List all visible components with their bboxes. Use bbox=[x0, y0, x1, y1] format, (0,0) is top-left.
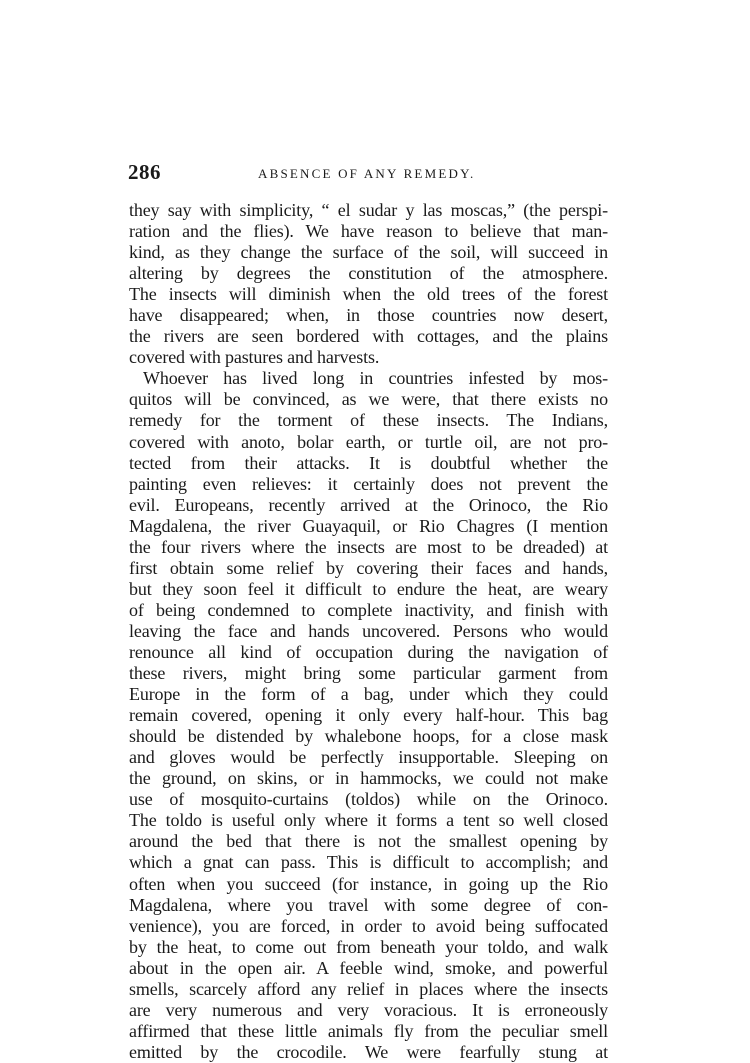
paragraph-1 bbox=[129, 200, 608, 368]
text-line: tected from their attacks. It is doubtful whether the bbox=[129, 452, 608, 473]
text-line: quitos will be convinced, as we were, that there exists no bbox=[129, 389, 608, 410]
text-line: affirmed that these little animals fly from the peculiar smell bbox=[129, 1020, 608, 1041]
text-line: emitted by the crocodile. We were fearfully stung at bbox=[129, 1041, 608, 1062]
text-line: Magdalena, where you travel with some degree of con- bbox=[129, 894, 608, 915]
text-line: are very numerous and very voracious. It is erroneously bbox=[129, 999, 608, 1020]
text-line: Whoever has lived long in countries infested by mos- bbox=[143, 368, 608, 389]
text-line: kind, as they change the surface of the soil, will succeed in bbox=[129, 242, 608, 263]
text-line: should be distended by whalebone hoops, for a close mask bbox=[129, 726, 608, 747]
text-line: they say with simplicity, “ el sudar y las moscas,” (the perspi- bbox=[129, 200, 608, 220]
text-line: The insects will diminish when the old trees of the forest bbox=[129, 284, 608, 305]
text-line: often when you succeed (for instance, in going up the Rio bbox=[129, 873, 608, 894]
text-line: venience), you are forced, in order to avoid being suffocated bbox=[129, 915, 608, 936]
text-line: altering by degrees the constitution of the atmosphere. bbox=[129, 263, 608, 284]
text-line: the rivers are seen bordered with cottages, and the plains bbox=[129, 326, 608, 347]
text-line: leaving the face and hands uncovered. Persons who would bbox=[129, 620, 608, 641]
text-line: first obtain some relief by covering their faces and hands, bbox=[129, 557, 608, 578]
text-line: around the bed that there is not the smallest opening by bbox=[129, 831, 608, 852]
body-text bbox=[129, 200, 608, 1063]
text-line: and gloves would be perfectly insupportable. Sleeping on bbox=[129, 747, 608, 768]
text-line: ration and the flies). We have reason to believe that man- bbox=[129, 221, 608, 242]
text-line: evil. Europeans, recently arrived at the Orinoco, the Rio bbox=[129, 494, 608, 515]
text-line: renounce all kind of occupation during the navigation of bbox=[129, 641, 608, 662]
text-line: which a gnat can pass. This is difficult to accomplish; and bbox=[129, 852, 608, 873]
text-line: Europe in the form of a bag, under which they could bbox=[129, 684, 608, 705]
paragraph-2 bbox=[129, 368, 608, 1063]
text-line: about in the open air. A feeble wind, smoke, and powerful bbox=[129, 957, 608, 978]
text-line: smells, scarcely afford any relief in places where the insects bbox=[129, 978, 608, 999]
text-line: by the heat, to come out from beneath your toldo, and walk bbox=[129, 936, 608, 957]
text-line: remedy for the torment of these insects. The Indians, bbox=[129, 410, 608, 431]
text-line: the ground, on skins, or in hammocks, we could not make bbox=[129, 768, 608, 789]
text-line: these rivers, might bring some particular garment from bbox=[129, 663, 608, 684]
text-line: The toldo is useful only where it forms a tent so well closed bbox=[129, 810, 608, 831]
text-line: have disappeared; when, in those countries now desert, bbox=[129, 305, 608, 326]
text-line: use of mosquito-curtains (toldos) while on the Orinoco. bbox=[129, 789, 608, 810]
text-line: but they soon feel it difficult to endure the heat, are weary bbox=[129, 578, 608, 599]
text-line: the four rivers where the insects are most to be dreaded) at bbox=[129, 536, 608, 557]
text-line: covered with anoto, bolar earth, or turtle oil, are not pro- bbox=[129, 431, 608, 452]
text-line: covered with pastures and harvests. bbox=[129, 347, 380, 368]
page-number: 286 bbox=[128, 160, 161, 184]
chapter-heading: ABSENCE OF ANY REMEDY. bbox=[258, 166, 476, 181]
running-head bbox=[128, 160, 608, 186]
text-line: of being condemned to complete inactivity, and finish with bbox=[129, 599, 608, 620]
text-line: painting even relieves: it certainly does not prevent the bbox=[129, 473, 608, 494]
text-line: remain covered, opening it only every half-hour. This bag bbox=[129, 705, 608, 726]
text-line: Magdalena, the river Guayaquil, or Rio Chagres (I mention bbox=[129, 515, 608, 536]
